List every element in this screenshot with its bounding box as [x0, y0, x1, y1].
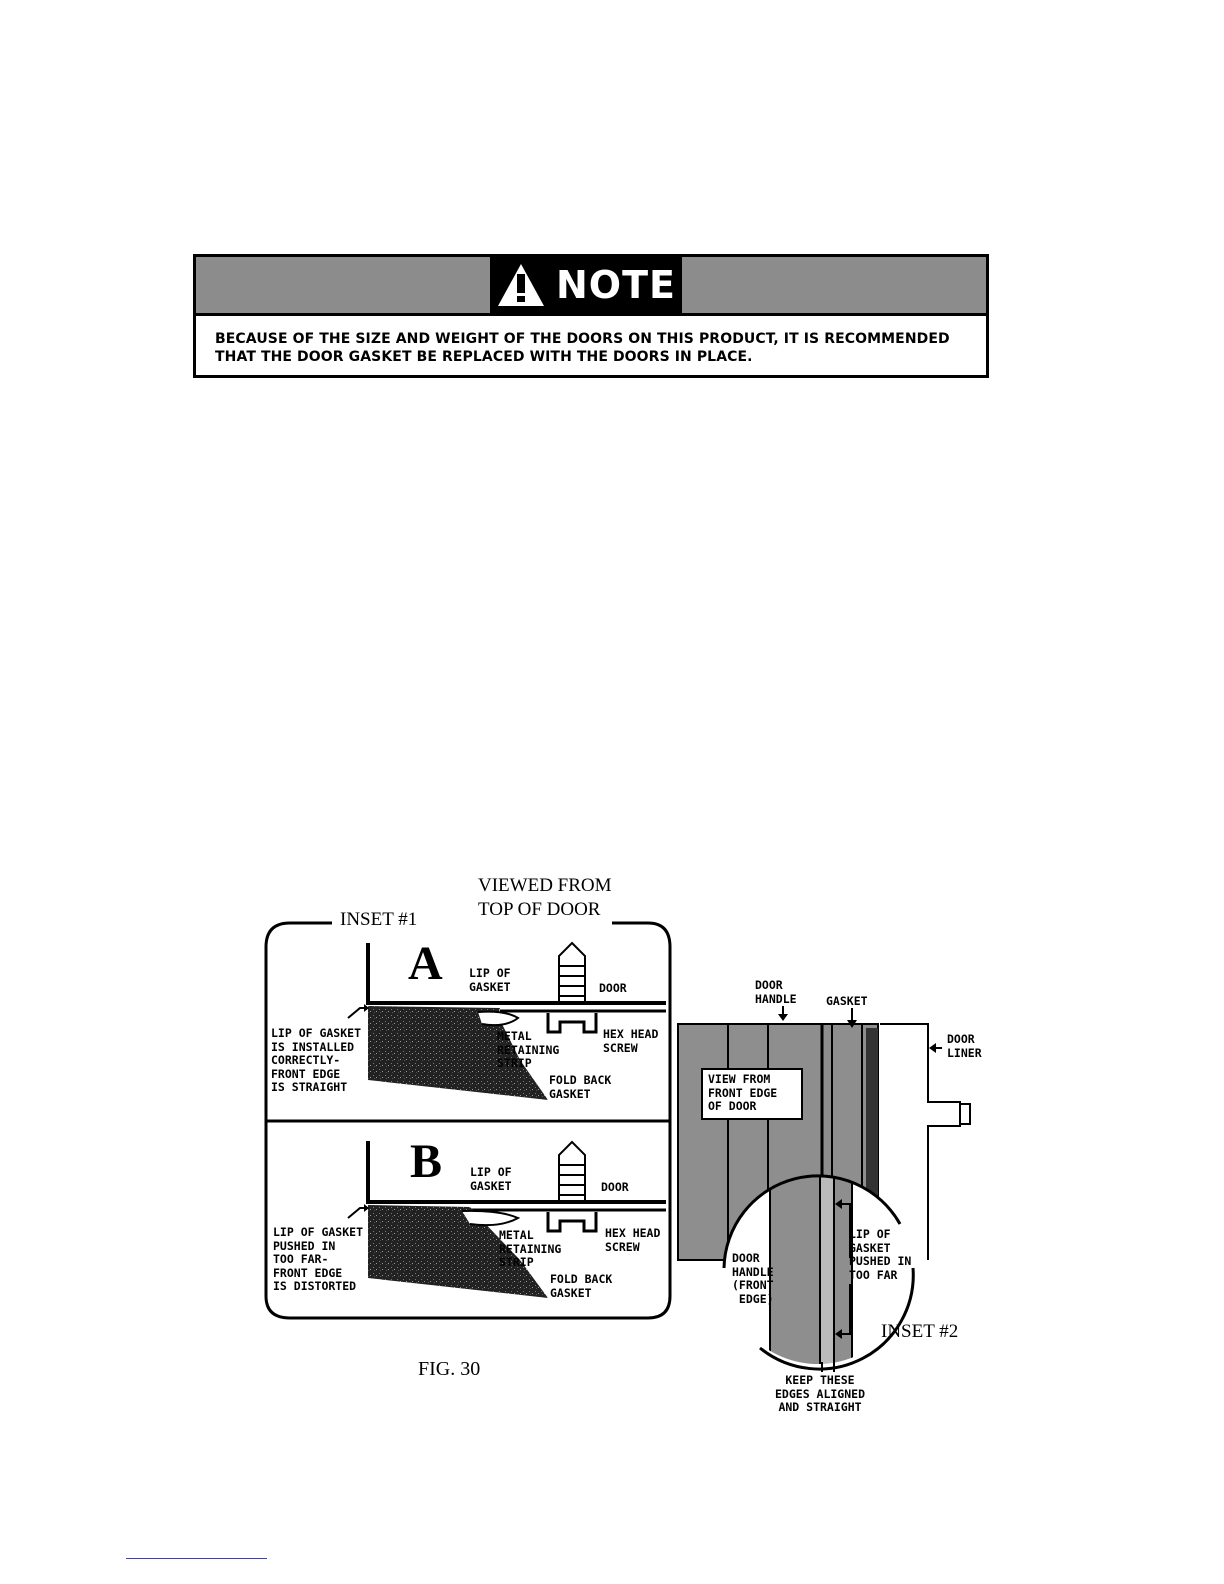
panel-a-door-label: DOOR	[599, 981, 627, 995]
panel-a-letter: A	[408, 937, 443, 990]
panel-a-metal-strip-label: METAL RETAINING STRIP	[497, 1029, 560, 1070]
panel-a-lip-label: LIP OF GASKET	[469, 966, 511, 994]
panel-b-metal-strip-label: METAL RETAINING STRIP	[499, 1228, 562, 1269]
panel-b-hex-screw-label: HEX HEAD SCREW	[605, 1226, 661, 1254]
view-from-front-edge-label: VIEW FROM FRONT EDGE OF DOOR	[708, 1072, 778, 1113]
note-title: NOTE	[556, 263, 676, 307]
door-liner-label: DOOR LINER	[947, 1032, 982, 1060]
panel-a-fold-back-label: FOLD BACK GASKET	[549, 1073, 612, 1101]
panel-a-hex-screw-label: HEX HEAD SCREW	[603, 1027, 659, 1055]
door-handle-front-edge-label: DOOR HANDLE (FRONT EDGE)	[732, 1251, 774, 1306]
panel-b-door-label: DOOR	[601, 1180, 629, 1194]
note-text: BECAUSE OF THE SIZE AND WEIGHT OF THE DOORS ON THIS PRODUCT, IT IS RECOMMENDED THAT THE DOOR GASKET BE REPLACED WITH THE DOORS IN PLACE.	[215, 331, 950, 365]
keep-edges-aligned-label: KEEP THESE EDGES ALIGNED AND STRAIGHT	[775, 1373, 866, 1414]
inset-2-title: INSET #2	[881, 1321, 959, 1342]
panel-b-side-note: LIP OF GASKET PUSHED IN TOO FAR- FRONT EDGE IS DISTORTED	[273, 1225, 364, 1293]
lip-pushed-in-label: LIP OF GASKET PUSHED IN TOO FAR	[849, 1227, 912, 1282]
inset-1-title: INSET #1	[336, 908, 421, 932]
panel-b-fold-back-label: FOLD BACK GASKET	[550, 1272, 613, 1300]
panel-b-lip-label: LIP OF GASKET	[470, 1165, 512, 1193]
panel-a-side-note: LIP OF GASKET IS INSTALLED CORRECTLY- FRONT EDGE IS STRAIGHT	[271, 1026, 362, 1094]
panel-b-letter: B	[410, 1135, 443, 1188]
footnote-rule	[126, 1558, 267, 1559]
figure-caption: FIG. 30	[418, 1358, 481, 1380]
door-handle-label: DOOR HANDLE	[755, 978, 797, 1006]
gasket-label: GASKET	[826, 994, 868, 1008]
viewed-from-top-label: VIEWED FROM TOP OF DOOR	[478, 875, 612, 920]
view-from-front-edge-box	[701, 1068, 803, 1120]
